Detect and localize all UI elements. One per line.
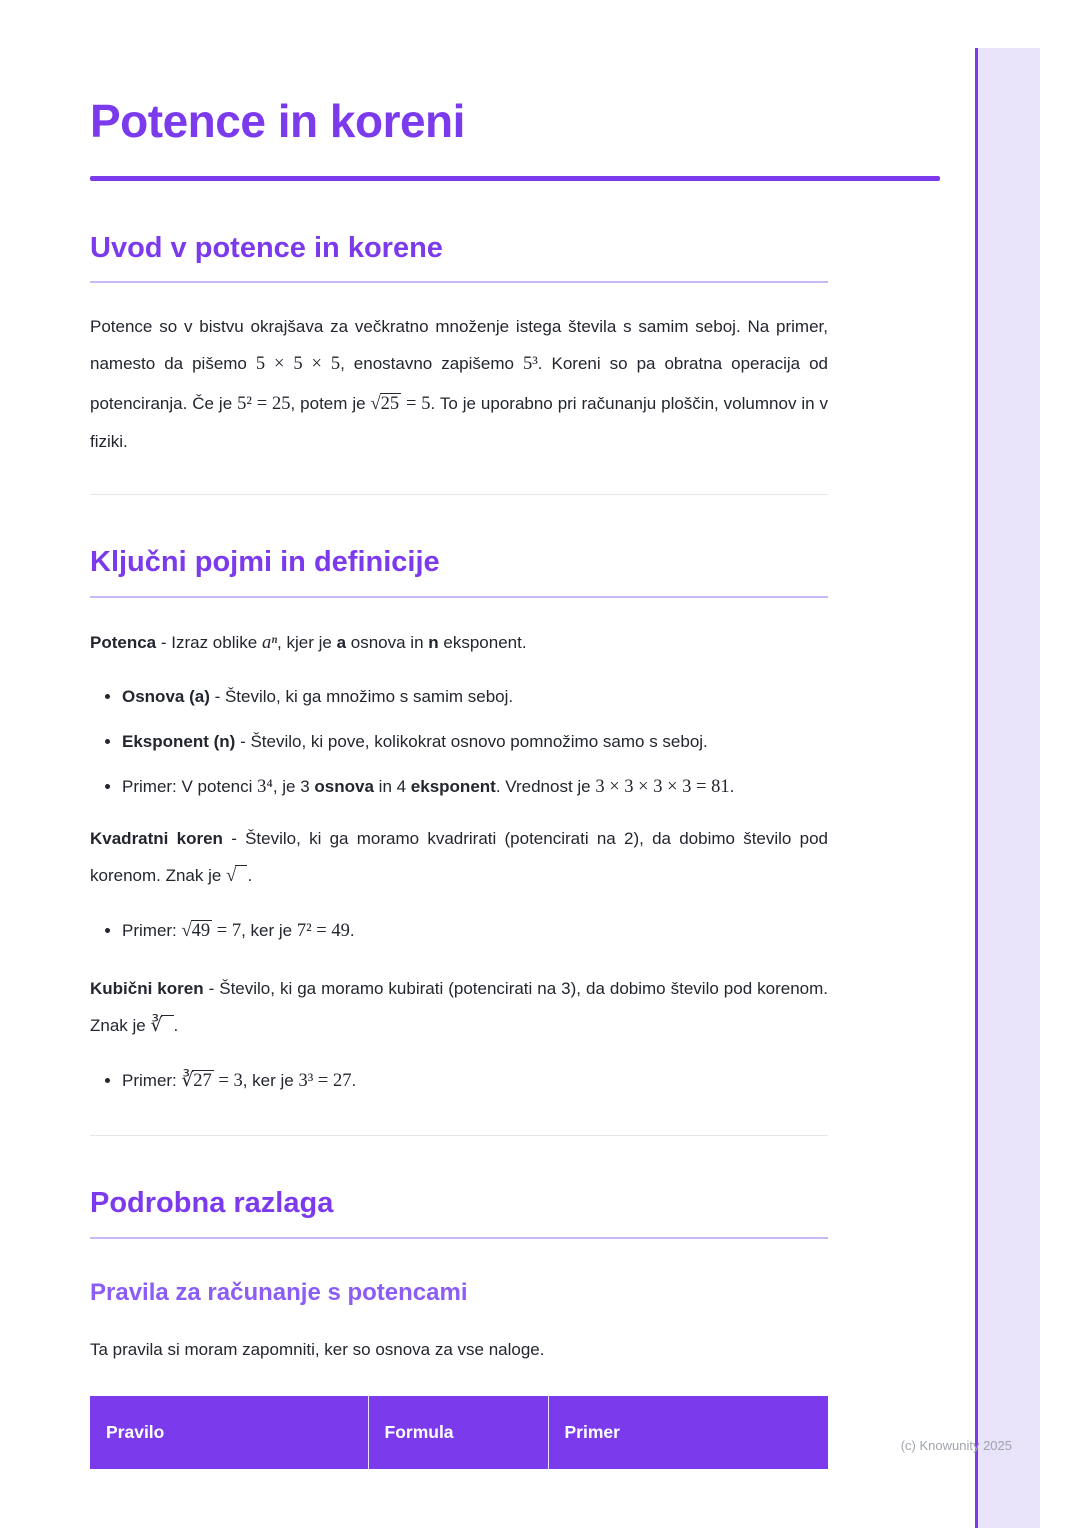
sqrt-expression [226,865,247,886]
section-divider [90,1135,828,1136]
rules-table-head [90,1396,828,1469]
bold-term: n [428,632,439,652]
bold-term: Eksponent (n) [122,731,236,751]
text-segment: osnova in [346,632,429,652]
radical-sign: ∛ [150,1016,162,1037]
text-segment: , kjer je [277,632,337,652]
table-header-row [90,1396,828,1469]
list-item-eksponent [122,724,828,760]
table-intro-paragraph: Ta pravila si moram zapomniti, ker so osnova za vse naloge. [90,1339,545,1359]
right-margin-stripe [975,48,1040,1528]
math-expression: 3³ = 27 [298,1071,352,1092]
math-expression: = 5 [401,393,431,414]
section-heading-razlaga: Podrobna razlaga [90,1186,828,1239]
text-segment: . [349,921,355,941]
kubicni-koren-definition [90,971,828,1046]
radicand: 49 [191,921,211,942]
list-item-primer-potenca [122,768,828,807]
text-segment: , je 3 [272,777,315,797]
intro-paragraph [90,309,828,460]
bold-term: Kvadratni koren [90,829,223,849]
text-segment: - Izraz oblike [156,632,262,652]
text-segment: . To je uporabno pri računanju ploščin, volumnov in v fiziki. [90,393,829,451]
text-segment: . Koreni so pa obratna operacija od potenciranja. Če je [90,354,828,413]
page-title: Potence in koreni [90,95,465,147]
list-item-primer-kubicni [122,1062,828,1101]
sqrt-expression [182,1070,214,1091]
text-segment: , enostavno zapišemo [340,354,523,374]
bold-term: Kubični koren [90,979,204,999]
kvadratni-koren-definition [90,821,828,896]
sqrt-expression [182,920,213,941]
text-segment: - Število, ki ga moramo kvadrirati (potencirati na 2), da dobimo število pod korenom. Znak je [90,829,828,886]
text-segment: , ker je [241,921,297,941]
copyright-notice: (c) Knowunity 2025 [900,1438,1012,1453]
math-expression: = 7 [212,921,242,942]
text-segment: - Število, ki pove, kolikokrat osnovo pomnožimo samo s seboj. [235,731,708,751]
document-content [90,0,828,1469]
text-segment: . Vrednost je [495,777,596,797]
bold-term: osnova [314,777,374,797]
math-expression: 5² = 25 [237,393,291,414]
radicand [235,865,247,886]
text-segment: . [729,777,735,797]
radical-sign: ∛ [181,1071,193,1092]
kubicni-primer-list [92,1062,828,1101]
bold-term: Osnova (a) [122,686,210,706]
math-expression: aⁿ [261,632,278,653]
radical-sign: √ [226,866,236,887]
text-segment: Primer: [122,1071,182,1091]
text-segment: in 4 [373,777,411,797]
radicand [161,1015,173,1036]
text-segment: , ker je [242,1071,299,1091]
sqrt-expression [150,1015,173,1036]
text-segment: . [247,866,253,886]
table-header-formula: Formula [368,1396,548,1469]
definitions-list [92,679,828,807]
radicand: 27 [193,1071,212,1092]
text-segment: eksponent. [438,632,527,652]
text-segment: . [173,1016,179,1036]
title-rule [90,176,940,181]
text-segment: . [351,1071,357,1091]
section-heading-uvod: Uvod v potence in korene [90,231,828,284]
math-expression: = 3 [213,1071,243,1092]
text-segment: - Število, ki ga moramo kubirati (potencirati na 3), da dobimo število pod korenom. Znak je [90,979,828,1036]
sqrt-expression [371,393,402,414]
rules-table [90,1396,828,1469]
text-segment: Primer: [122,921,182,941]
math-expression: 3 × 3 × 3 × 3 = 81 [595,777,730,798]
potenca-definition [90,624,828,663]
text-segment: Potence so v bistvu okrajšava za večkratno množenje istega števila s samim seboj. Na primer, namesto da pišemo [90,317,828,374]
table-header-pravilo: Pravilo [90,1396,368,1469]
bold-term: eksponent [410,777,496,797]
section-heading-pojmi: Ključni pojmi in definicije [90,545,828,598]
math-expression: 5³ [522,354,538,375]
section-divider [90,494,828,495]
radical-sign: √ [370,393,380,414]
text-segment: , potem je [290,393,371,413]
bold-term: Potenca [90,632,157,652]
math-expression: 7² = 49 [296,921,350,942]
radicand: 25 [380,393,400,414]
text-segment: Primer: V potenci [122,777,258,797]
list-item-primer-kvadratni [122,912,828,951]
radical-sign: √ [181,921,191,942]
text-segment: - Število, ki ga množimo s samim seboj. [209,686,514,706]
bold-term: a [336,632,347,652]
table-header-primer: Primer [548,1396,828,1469]
math-expression: 3⁴ [257,777,273,798]
list-item-osnova [122,679,828,715]
kvadratni-primer-list [92,912,828,951]
subsection-heading-pravila: Pravila za računanje s potencami [90,1279,468,1307]
math-expression: 5 × 5 × 5 [255,354,341,375]
